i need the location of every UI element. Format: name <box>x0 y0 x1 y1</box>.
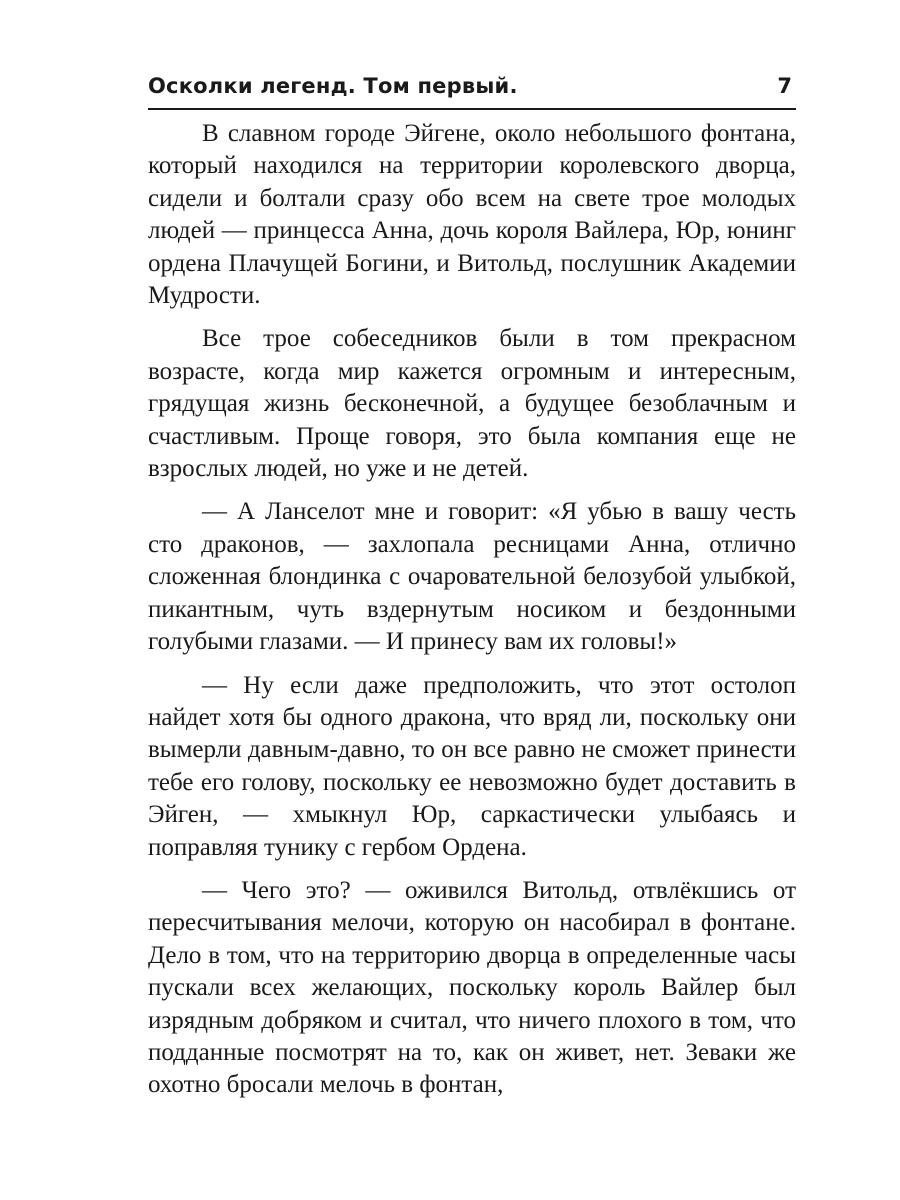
running-title: Осколки легенд. Том первый. <box>148 74 518 98</box>
paragraph-2: Все трое собеседников были в том прекрасном возрасте, когда мир кажется огромным и интересным, грядущая жизнь бесконечной, а будущее безоблачным и счастливым. Проще говоря, это была компания еще не взрослых людей, но уже и не детей. <box>148 325 796 483</box>
running-header <box>148 68 796 110</box>
paragraph-3: — А Ланселот мне и говорит: «Я убью в вашу честь сто драконов, — захлопала ресницами Анна, отлично сложенная блондинка с очаровательной белозубой улыбкой, пикантным, чуть вздернутым носиком и бездонными голубыми глазами. — И принесу вам их головы!» <box>148 498 796 656</box>
body-text <box>148 118 796 1102</box>
paragraph-4: — Ну если даже предположить, что этот остолоп найдет хотя бы одного дракона, что вряд ли, поскольку они вымерли давным-давно, то он все равно не сможет принести тебе его голову, поскольку ее невозможно будет доставить в Эйген, — хмыкнул Юр, саркастически улыбаясь и поправляя тунику с гербом Ордена. <box>148 671 796 861</box>
page-number: 7 <box>777 74 792 98</box>
paragraph-5: — Чего это? — оживился Витольд, отвлёкшись от пересчитывания мелочи, которую он насобирал в фонтане. Дело в том, что на территорию дворца в определенные часы пускали всех желающих, поскольку король Вайлер был изрядным добряком и считал, что ничего плохого в том, что подданные посмотрят на то, как он живет, нет. Зеваки же охотно бросали мелочь в фонтан, <box>148 876 796 1099</box>
paragraph-1: В славном городе Эйгене, около небольшого фонтана, который находился на территории королевского дворца, сидели и болтали сразу обо всем на свете трое молодых людей — принцесса Анна, дочь короля Вайлера, Юр, юнинг ордена Плачущей Богини, и Витольд, послушник Академии Мудрости. <box>148 120 796 310</box>
